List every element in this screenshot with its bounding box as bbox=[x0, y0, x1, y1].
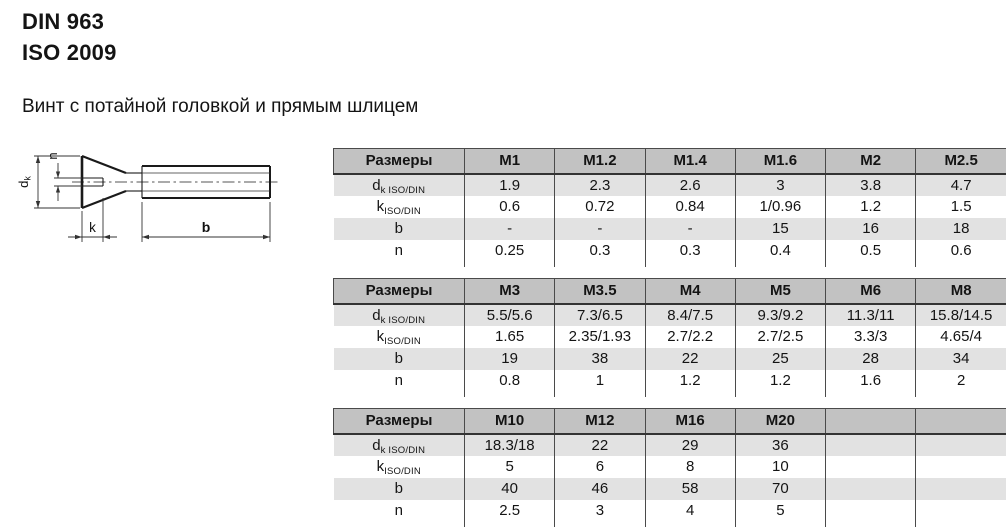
value-cell: 29 bbox=[645, 434, 735, 456]
size-column-header: M2.5 bbox=[916, 149, 1006, 174]
parameter-subscript: ISO/DIN bbox=[384, 206, 421, 217]
parameter-symbol: b bbox=[395, 350, 403, 367]
value-cell: 1.2 bbox=[826, 196, 916, 218]
value-cell: 2.35/1.93 bbox=[555, 326, 645, 348]
parameter-label bbox=[334, 478, 465, 500]
value-cell: 15 bbox=[735, 218, 825, 240]
value-cell: 22 bbox=[645, 348, 735, 370]
size-column-header: M2 bbox=[826, 149, 916, 174]
stub-cell bbox=[645, 392, 735, 397]
stub-cell bbox=[916, 262, 1006, 267]
parameter-subscript: k ISO/DIN bbox=[381, 315, 426, 326]
dim-label-b: b bbox=[202, 219, 211, 235]
value-cell: 7.3/6.5 bbox=[555, 304, 645, 326]
parameter-symbol: b bbox=[395, 220, 403, 237]
value-cell: 46 bbox=[555, 478, 645, 500]
value-cell: 40 bbox=[465, 478, 555, 500]
parameter-subscript: k ISO/DIN bbox=[381, 445, 426, 456]
stub-cell bbox=[826, 262, 916, 267]
standards-block bbox=[22, 6, 117, 68]
value-cell: 18 bbox=[916, 218, 1006, 240]
value-cell: 3.3/3 bbox=[826, 326, 916, 348]
dim-label-k: k bbox=[89, 220, 96, 235]
parameter-label bbox=[334, 240, 465, 262]
size-column-header bbox=[826, 409, 916, 434]
value-cell: 1.6 bbox=[826, 370, 916, 392]
stub-cell bbox=[916, 392, 1006, 397]
value-cell: 2.5 bbox=[465, 500, 555, 522]
size-column-header: M1.2 bbox=[555, 149, 645, 174]
standard-din: DIN 963 bbox=[22, 6, 117, 37]
dimension-tables bbox=[333, 148, 1006, 524]
value-cell: 4.65/4 bbox=[916, 326, 1006, 348]
table-row bbox=[334, 174, 1006, 196]
value-cell bbox=[916, 456, 1006, 478]
value-cell: 6 bbox=[555, 456, 645, 478]
size-column-header: M3.5 bbox=[555, 279, 645, 304]
table-row bbox=[334, 348, 1006, 370]
table-corner-header: Размеры bbox=[334, 409, 465, 434]
parameter-label bbox=[334, 174, 465, 196]
stub-cell bbox=[645, 522, 735, 527]
value-cell: 0.6 bbox=[465, 196, 555, 218]
parameter-label bbox=[334, 370, 465, 392]
value-cell: 16 bbox=[826, 218, 916, 240]
value-cell: - bbox=[645, 218, 735, 240]
table-header-row bbox=[334, 409, 1006, 434]
parameter-label bbox=[334, 434, 465, 456]
value-cell: 1/0.96 bbox=[735, 196, 825, 218]
size-column-header: M5 bbox=[735, 279, 825, 304]
value-cell: 0.8 bbox=[465, 370, 555, 392]
value-cell: 3.8 bbox=[826, 174, 916, 196]
value-cell: 1.2 bbox=[735, 370, 825, 392]
table-row bbox=[334, 434, 1006, 456]
value-cell: 22 bbox=[555, 434, 645, 456]
stub-cell bbox=[826, 392, 916, 397]
table-bottom-stub bbox=[334, 522, 1006, 527]
value-cell: 1 bbox=[555, 370, 645, 392]
value-cell: 0.4 bbox=[735, 240, 825, 262]
value-cell: 70 bbox=[735, 478, 825, 500]
table-bottom-stub bbox=[334, 262, 1006, 267]
parameter-symbol: d bbox=[372, 437, 380, 454]
value-cell: 58 bbox=[645, 478, 735, 500]
table-row bbox=[334, 196, 1006, 218]
value-cell: 0.84 bbox=[645, 196, 735, 218]
parameter-label bbox=[334, 456, 465, 478]
value-cell: 5 bbox=[735, 500, 825, 522]
value-cell: 8 bbox=[645, 456, 735, 478]
value-cell: 34 bbox=[916, 348, 1006, 370]
value-cell: 9.3/9.2 bbox=[735, 304, 825, 326]
table-row bbox=[334, 456, 1006, 478]
parameter-label bbox=[334, 500, 465, 522]
value-cell: 2.6 bbox=[645, 174, 735, 196]
stub-cell bbox=[334, 522, 465, 527]
dimension-table-large-sizes bbox=[333, 408, 1006, 527]
standard-iso: ISO 2009 bbox=[22, 37, 117, 68]
value-cell: - bbox=[555, 218, 645, 240]
value-cell: 15.8/14.5 bbox=[916, 304, 1006, 326]
table-row bbox=[334, 326, 1006, 348]
table-corner-header: Размеры bbox=[334, 279, 465, 304]
parameter-symbol: d bbox=[372, 177, 380, 194]
size-column-header: M1.4 bbox=[645, 149, 735, 174]
dim-label-n: n bbox=[45, 152, 60, 159]
stub-cell bbox=[735, 262, 825, 267]
parameter-symbol: k bbox=[377, 328, 385, 345]
value-cell: 1.2 bbox=[645, 370, 735, 392]
dimension-table-medium-sizes bbox=[333, 278, 1006, 397]
size-column-header: M16 bbox=[645, 409, 735, 434]
parameter-label bbox=[334, 304, 465, 326]
value-cell: 1.9 bbox=[465, 174, 555, 196]
value-cell: 0.25 bbox=[465, 240, 555, 262]
parameter-label bbox=[334, 326, 465, 348]
stub-cell bbox=[465, 522, 555, 527]
table-row bbox=[334, 370, 1006, 392]
value-cell: 0.3 bbox=[645, 240, 735, 262]
parameter-label bbox=[334, 196, 465, 218]
value-cell: 0.6 bbox=[916, 240, 1006, 262]
parameter-subscript: k ISO/DIN bbox=[381, 185, 426, 196]
value-cell: 4.7 bbox=[916, 174, 1006, 196]
page-title: Винт с потайной головкой и прямым шлицем bbox=[22, 96, 418, 118]
value-cell: 2.7/2.2 bbox=[645, 326, 735, 348]
parameter-subscript: ISO/DIN bbox=[384, 466, 421, 477]
table-header-row bbox=[334, 149, 1006, 174]
value-cell bbox=[916, 500, 1006, 522]
value-cell: 36 bbox=[735, 434, 825, 456]
parameter-symbol: k bbox=[377, 458, 385, 475]
value-cell bbox=[826, 478, 916, 500]
value-cell: 0.72 bbox=[555, 196, 645, 218]
size-column-header: M4 bbox=[645, 279, 735, 304]
value-cell: 2.3 bbox=[555, 174, 645, 196]
value-cell: 19 bbox=[465, 348, 555, 370]
size-column-header: M1.6 bbox=[735, 149, 825, 174]
value-cell: 1.5 bbox=[916, 196, 1006, 218]
size-column-header: M10 bbox=[465, 409, 555, 434]
value-cell bbox=[916, 478, 1006, 500]
dim-label-dk: dk bbox=[16, 176, 33, 188]
stub-cell bbox=[555, 262, 645, 267]
stub-cell bbox=[555, 522, 645, 527]
stub-cell bbox=[645, 262, 735, 267]
value-cell bbox=[826, 456, 916, 478]
value-cell: 2.7/2.5 bbox=[735, 326, 825, 348]
dimension-table-small-sizes bbox=[333, 148, 1006, 267]
stub-cell bbox=[334, 262, 465, 267]
size-column-header: M6 bbox=[826, 279, 916, 304]
parameter-label bbox=[334, 218, 465, 240]
size-column-header: M20 bbox=[735, 409, 825, 434]
table-bottom-stub bbox=[334, 392, 1006, 397]
value-cell: 0.3 bbox=[555, 240, 645, 262]
size-column-header: M3 bbox=[465, 279, 555, 304]
value-cell: 5 bbox=[465, 456, 555, 478]
stub-cell bbox=[555, 392, 645, 397]
stub-cell bbox=[916, 522, 1006, 527]
stub-cell bbox=[465, 262, 555, 267]
size-column-header: M12 bbox=[555, 409, 645, 434]
value-cell: 0.5 bbox=[826, 240, 916, 262]
value-cell: 8.4/7.5 bbox=[645, 304, 735, 326]
table-row bbox=[334, 240, 1006, 262]
value-cell bbox=[826, 500, 916, 522]
value-cell: 25 bbox=[735, 348, 825, 370]
table-header-row bbox=[334, 279, 1006, 304]
table-row bbox=[334, 304, 1006, 326]
value-cell bbox=[916, 434, 1006, 456]
value-cell: 2 bbox=[916, 370, 1006, 392]
parameter-symbol: n bbox=[395, 372, 403, 389]
parameter-symbol: n bbox=[395, 242, 403, 259]
parameter-symbol: k bbox=[377, 198, 385, 215]
table-row bbox=[334, 478, 1006, 500]
value-cell: 28 bbox=[826, 348, 916, 370]
screw-technical-drawing bbox=[12, 140, 312, 258]
size-column-header: M8 bbox=[916, 279, 1006, 304]
value-cell bbox=[826, 434, 916, 456]
value-cell: 5.5/5.6 bbox=[465, 304, 555, 326]
value-cell: 4 bbox=[645, 500, 735, 522]
value-cell: 3 bbox=[735, 174, 825, 196]
parameter-symbol: d bbox=[372, 307, 380, 324]
stub-cell bbox=[465, 392, 555, 397]
parameter-label bbox=[334, 348, 465, 370]
stub-cell bbox=[826, 522, 916, 527]
value-cell: 3 bbox=[555, 500, 645, 522]
value-cell: 10 bbox=[735, 456, 825, 478]
value-cell: 18.3/18 bbox=[465, 434, 555, 456]
parameter-symbol: n bbox=[395, 502, 403, 519]
stub-cell bbox=[735, 392, 825, 397]
stub-cell bbox=[735, 522, 825, 527]
size-column-header bbox=[916, 409, 1006, 434]
parameter-symbol: b bbox=[395, 480, 403, 497]
value-cell: 1.65 bbox=[465, 326, 555, 348]
parameter-subscript: ISO/DIN bbox=[384, 336, 421, 347]
table-row bbox=[334, 500, 1006, 522]
table-row bbox=[334, 218, 1006, 240]
size-column-header: M1 bbox=[465, 149, 555, 174]
stub-cell bbox=[334, 392, 465, 397]
table-corner-header: Размеры bbox=[334, 149, 465, 174]
value-cell: 11.3/11 bbox=[826, 304, 916, 326]
value-cell: 38 bbox=[555, 348, 645, 370]
value-cell: - bbox=[465, 218, 555, 240]
